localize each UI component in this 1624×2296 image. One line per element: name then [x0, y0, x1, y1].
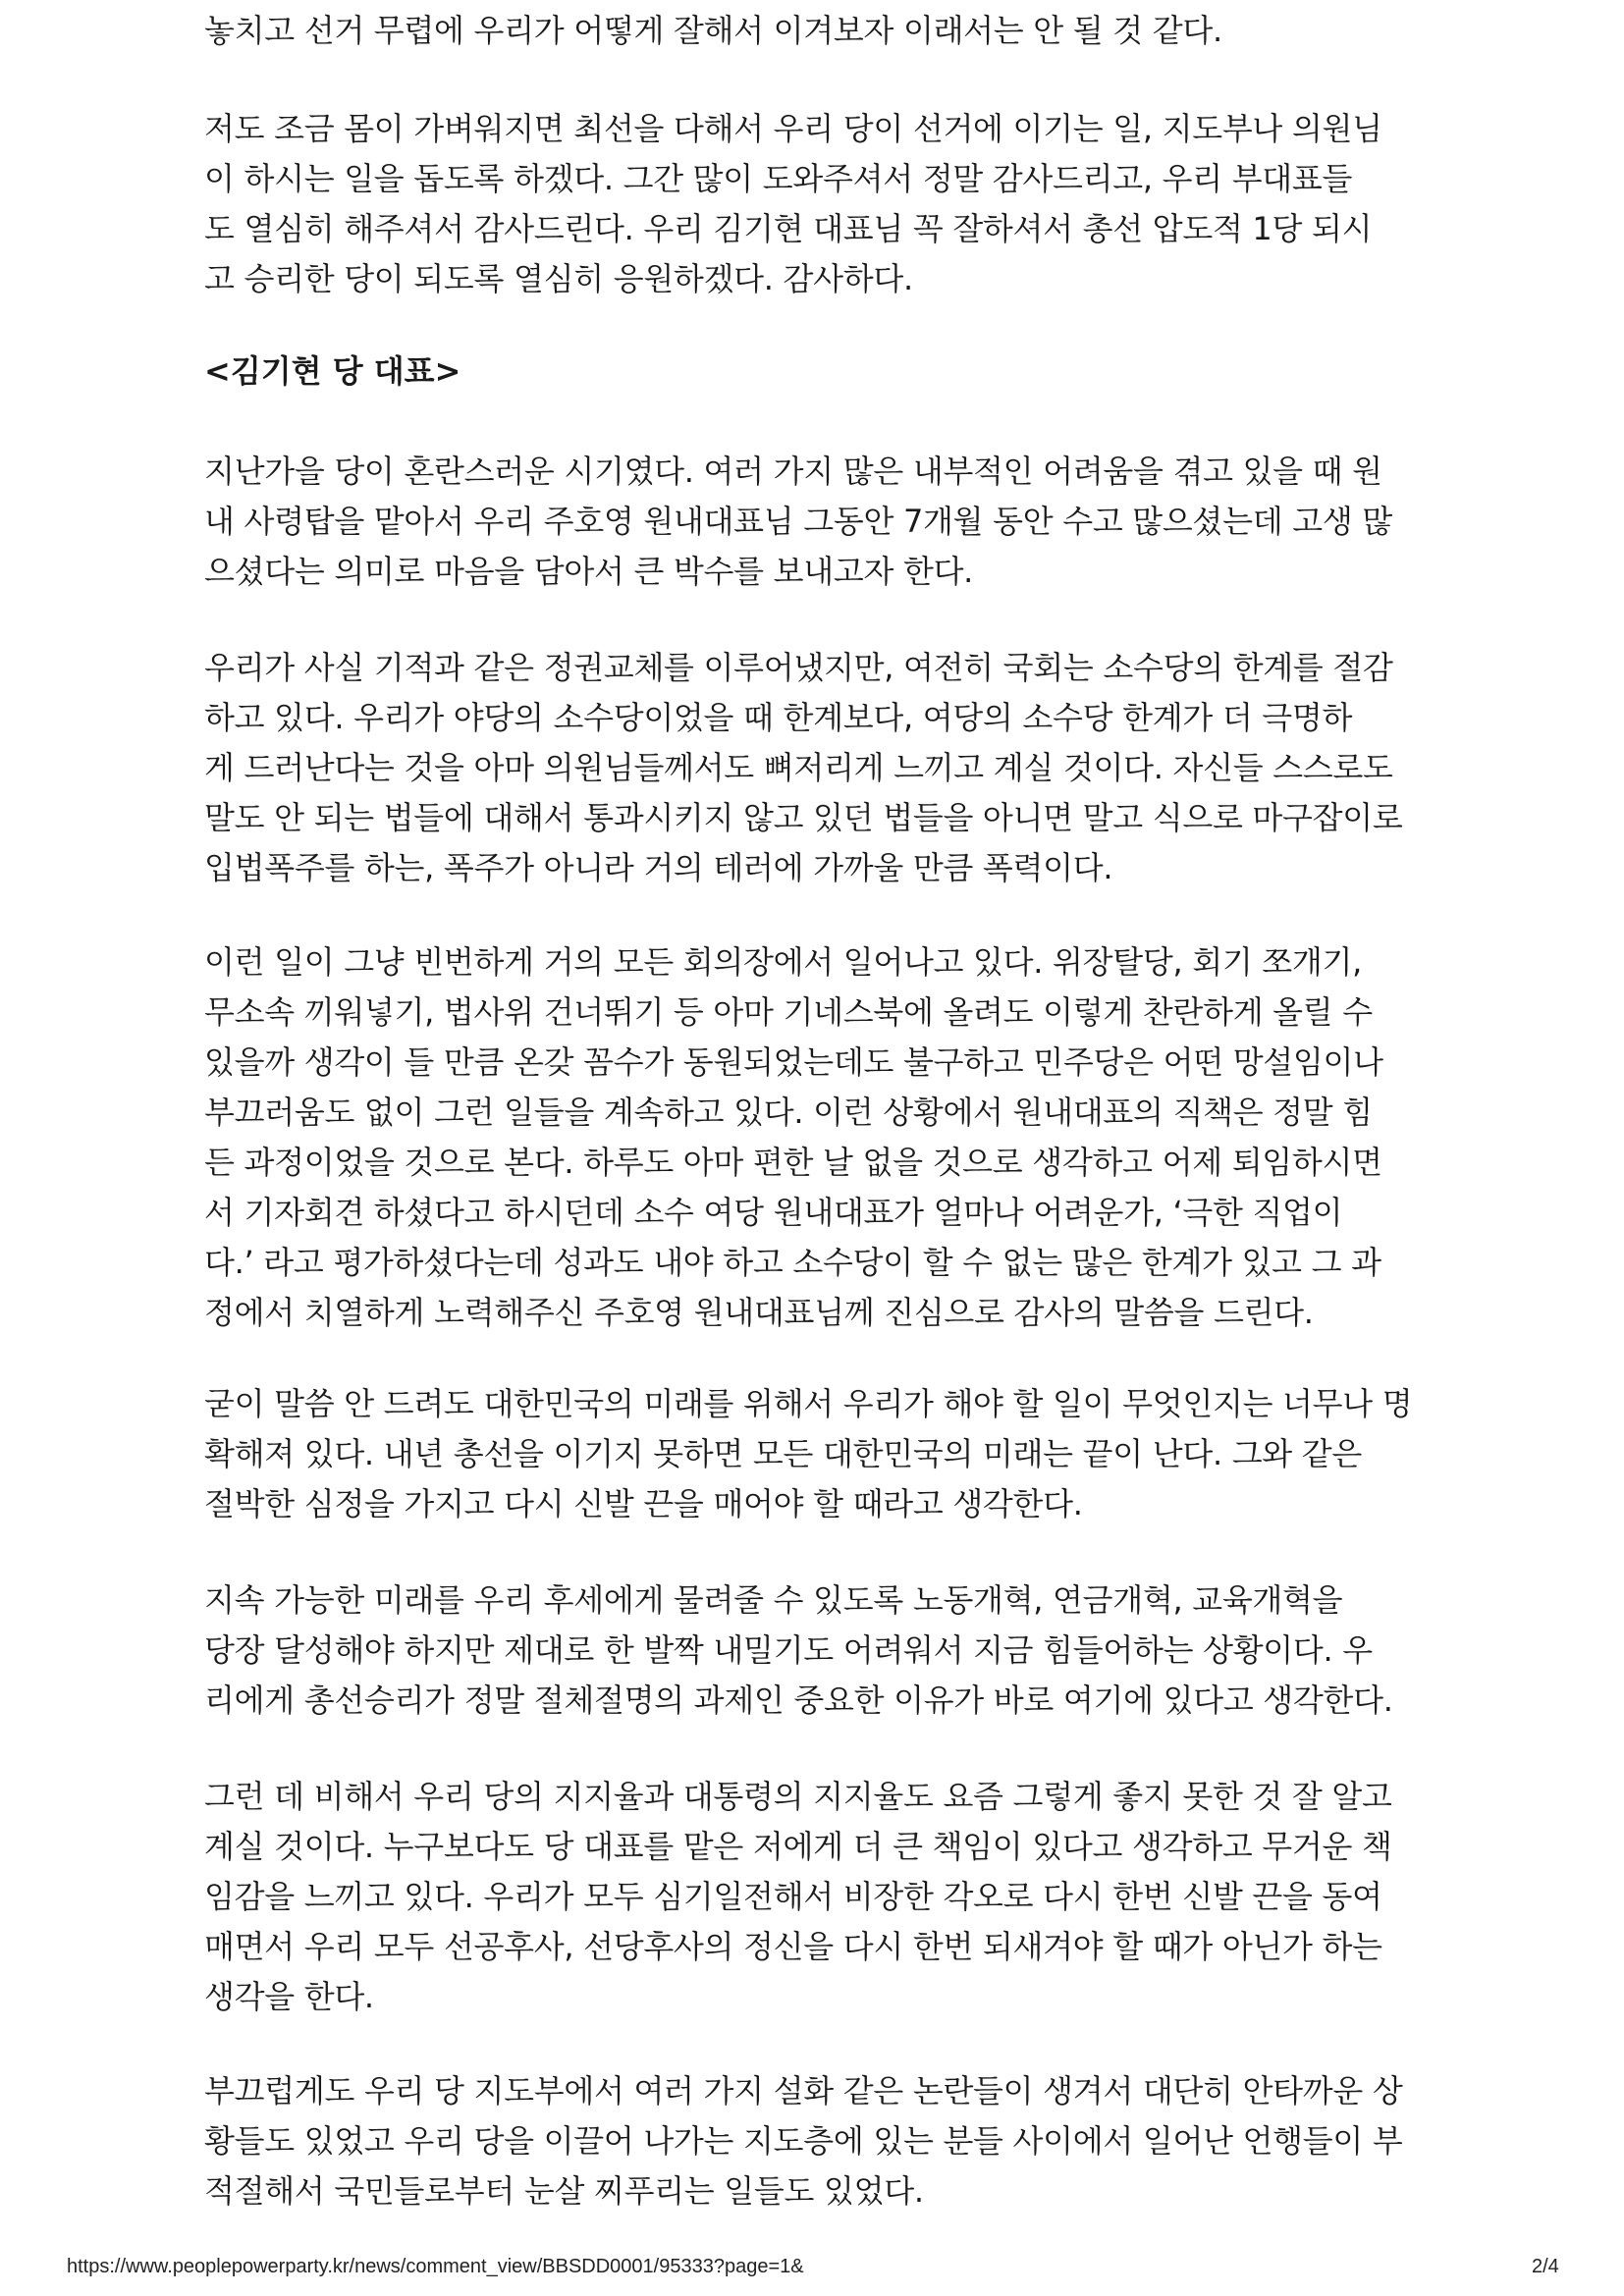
text-line: 게 드러난다는 것을 아마 의원님들께서도 뼈저리게 느끼고 계실 것이다. 자신들 스스로도 — [204, 749, 1393, 786]
text-line: 지속 가능한 미래를 우리 후세에게 물려줄 수 있도록 노동개혁, 연금개혁, 교육개혁을 — [204, 1581, 1343, 1619]
text-line: 확해져 있다. 내년 총선을 이기지 못하면 모든 대한민국의 미래는 끝이 난다. 그와 같은 — [204, 1435, 1363, 1472]
paragraph-8 — [204, 1772, 1392, 2022]
text-line: 하고 있다. 우리가 야당의 소수당이었을 때 한계보다, 여당의 소수당 한계가 더 극명하 — [204, 699, 1353, 736]
text-line: 든 과정이었을 것으로 본다. 하루도 아마 편한 날 없을 것으로 생각하고 어제 퇴임하시면 — [204, 1144, 1382, 1181]
text-line: 황들도 있었고 우리 당을 이끌어 나가는 지도층에 있는 분들 사이에서 일어난 언행들이 부 — [204, 2122, 1403, 2160]
paragraph-4 — [204, 643, 1403, 893]
text-line: 굳이 말씀 안 드려도 대한민국의 미래를 위해서 우리가 해야 할 일이 무엇인지는 너무나 명 — [204, 1385, 1413, 1422]
text-line: 절박한 심정을 가지고 다시 신발 끈을 매어야 할 때라고 생각한다. — [204, 1485, 1083, 1522]
text-line: 계실 것이다. 누구보다도 당 대표를 맡은 저에게 더 큰 책임이 있다고 생각하고 무거운 책 — [204, 1828, 1392, 1865]
text-line: 놓치고 선거 무렵에 우리가 어떻게 잘해서 이겨보자 이래서는 안 될 것 같다. — [204, 12, 1222, 49]
paragraph-5 — [204, 937, 1383, 1338]
text-line: 으셨다는 의미로 마음을 담아서 큰 박수를 보내고자 한다. — [204, 553, 974, 590]
text-line: 고 승리한 당이 되도록 열심히 응원하겠다. 감사하다. — [204, 260, 913, 297]
paragraph-1 — [204, 6, 1222, 56]
text-line: 이 하시는 일을 돕도록 하겠다. 그간 많이 도와주셔서 정말 감사드리고, 우리 부대표들 — [204, 160, 1353, 197]
text-line: 말도 안 되는 법들에 대해서 통과시키지 않고 있던 법들을 아니면 말고 식으로 마구잡이로 — [204, 799, 1403, 836]
text-line: 부끄럽게도 우리 당 지도부에서 여러 가지 설화 같은 논란들이 생겨서 대단히 안타까운 상 — [204, 2072, 1403, 2109]
text-line: 무소속 끼워넣기, 법사위 건너뛰기 등 아마 기네스북에 올려도 이렇게 찬란하게 올릴 수 — [204, 993, 1373, 1031]
text-line: 있을까 생각이 들 만큼 온갖 꼼수가 동원되었는데도 불구하고 민주당은 어떤 망설임이나 — [204, 1043, 1383, 1081]
paragraph-3 — [204, 447, 1392, 597]
text-line: 저도 조금 몸이 가벼워지면 최선을 다해서 우리 당이 선거에 이기는 일, 지도부나 의원님 — [204, 110, 1382, 147]
text-line: 내 사령탑을 맡아서 우리 주호영 원내대표님 그동안 7개월 동안 수고 많으셨는데 고생 많 — [204, 503, 1392, 540]
paragraph-9 — [204, 2066, 1403, 2216]
text-line: 서 기자회견 하셨다고 하시던데 소수 여당 원내대표가 얼마나 어려운가, ‘극한 직업이 — [204, 1194, 1343, 1231]
page-number: 2/4 — [1532, 2256, 1559, 2277]
text-line: 다.’ 라고 평가하셨다는데 성과도 내야 하고 소수당이 할 수 없는 많은 한계가 있고 그 과 — [204, 1244, 1381, 1281]
footer-url: https://www.peoplepowerparty.kr/news/comment_view/BBSDD0001/95333?page=1& — [67, 2256, 804, 2277]
text-line: 리에게 총선승리가 정말 절체절명의 과제인 중요한 이유가 바로 여기에 있다고 생각한다. — [204, 1682, 1393, 1719]
text-line: 정에서 치열하게 노력해주신 주호영 원내대표님께 진심으로 감사의 말씀을 드린다. — [204, 1294, 1314, 1331]
paragraph-2 — [204, 104, 1382, 304]
text-line: 우리가 사실 기적과 같은 정권교체를 이루어냈지만, 여전히 국회는 소수당의 한계를 절감 — [204, 649, 1393, 686]
text-line: 부끄러움도 없이 그런 일들을 계속하고 있다. 이런 상황에서 원내대표의 직책은 정말 힘 — [204, 1094, 1373, 1131]
text-line: 매면서 우리 모두 선공후사, 선당후사의 정신을 다시 한번 되새겨야 할 때가 아닌가 하는 — [204, 1928, 1382, 1965]
section-heading: <김기현 당 대표> — [204, 352, 461, 390]
paragraph-6 — [204, 1379, 1412, 1529]
text-line: 이런 일이 그냥 빈번하게 거의 모든 회의장에서 일어나고 있다. 위장탈당, 회기 쪼개기, — [204, 943, 1363, 981]
text-line: 당장 달성해야 하지만 제대로 한 발짝 내밀기도 어려워서 지금 힘들어하는 상황이다. 우 — [204, 1631, 1373, 1669]
text-line: 그런 데 비해서 우리 당의 지지율과 대통령의 지지율도 요즘 그렇게 좋지 못한 것 잘 알고 — [204, 1778, 1392, 1815]
text-line: 입법폭주를 하는, 폭주가 아니라 거의 테러에 가까울 만큼 폭력이다. — [204, 849, 1113, 886]
text-line: 도 열심히 해주셔서 감사드린다. 우리 김기현 대표님 꼭 잘하셔서 총선 압도적 1당 되시 — [204, 210, 1373, 247]
text-line: 생각을 한다. — [204, 1978, 374, 2015]
text-line: 적절해서 국민들로부터 눈살 찌푸리는 일들도 있었다. — [204, 2172, 924, 2210]
text-line: 임감을 느끼고 있다. 우리가 모두 심기일전해서 비장한 각오로 다시 한번 신발 끈을 동여 — [204, 1878, 1382, 1915]
paragraph-7 — [204, 1575, 1393, 1726]
text-line: 지난가을 당이 혼란스러운 시기였다. 여러 가지 많은 내부적인 어려움을 겪고 있을 때 원 — [204, 453, 1382, 490]
